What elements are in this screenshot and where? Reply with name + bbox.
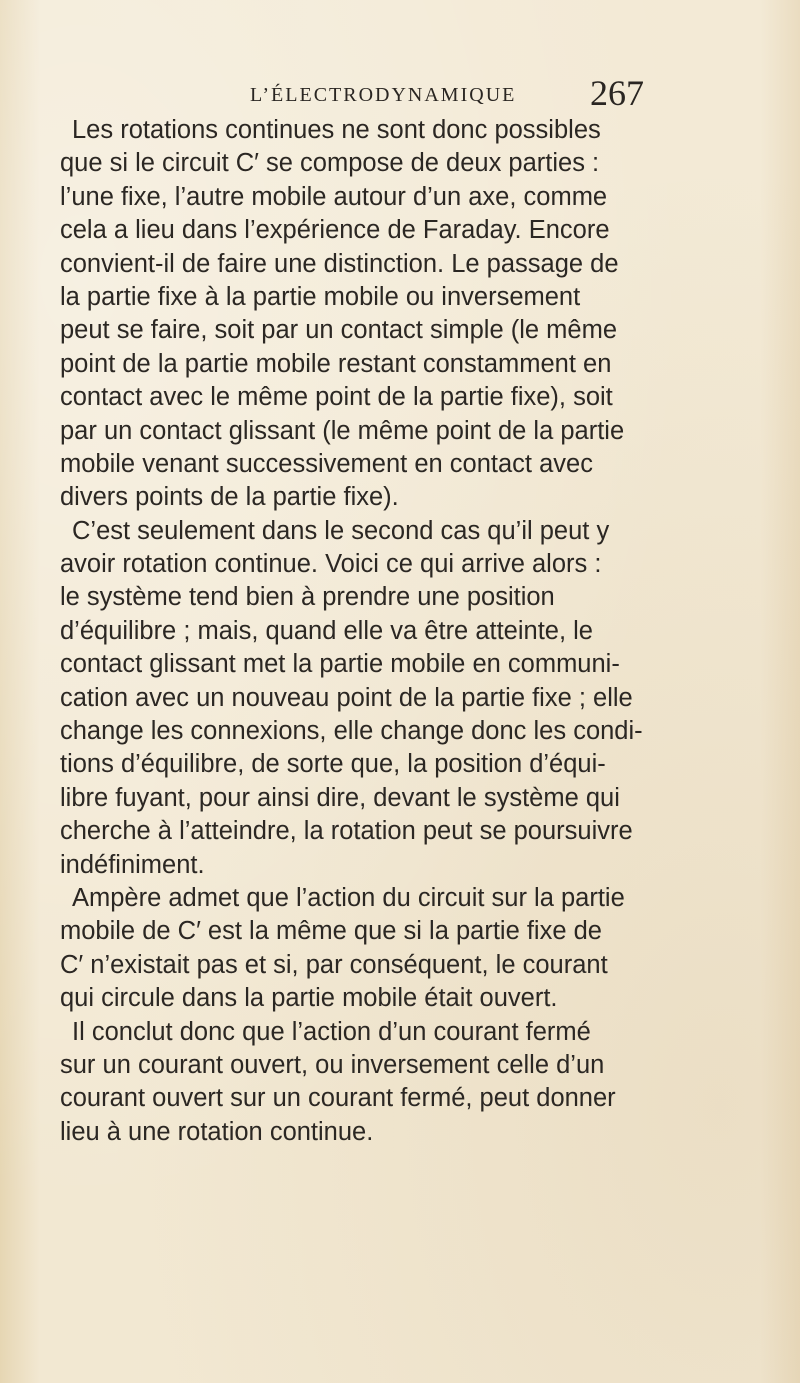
text-line: cela a lieu dans l’expérience de Faraday. Encore: [60, 216, 610, 245]
header-title: L’ÉLECTRODYNAMIQUE: [250, 84, 517, 106]
text-line: Il conclut donc que l’action d’un courant fermé: [72, 1017, 591, 1046]
text-line: mobile venant successivement en contact avec: [60, 449, 593, 478]
text-line: indéfiniment.: [60, 850, 205, 879]
text-line: change les connexions, elle change donc les condi-: [60, 717, 643, 746]
text-line: que si le circuit C′ se compose de deux parties :: [60, 149, 600, 178]
text-line: courant ouvert sur un courant fermé, peut donner: [60, 1084, 616, 1113]
text-line: l’une fixe, l’autre mobile autour d’un axe, comme: [60, 182, 608, 211]
text-line: sur un courant ouvert, ou inversement celle d’un: [60, 1050, 605, 1079]
text-line: C′ n’existait pas et si, par conséquent, le courant: [60, 950, 608, 979]
text-line: peut se faire, soit par un contact simple (le même: [60, 316, 618, 345]
text-line: cherche à l’atteindre, la rotation peut se poursuivre: [60, 817, 633, 846]
text-line: C’est seulement dans le second cas qu’il peut y: [72, 516, 610, 545]
text-line: avoir rotation continue. Voici ce qui arrive alors :: [60, 550, 602, 579]
text-line: Les rotations continues ne sont donc possibles: [72, 116, 601, 144]
text-line: contact avec le même point de la partie fixe), soit: [60, 383, 613, 412]
text-line: lieu à une rotation continue.: [60, 1117, 374, 1146]
text-line: mobile de C′ est la même que si la partie fixe de: [60, 917, 602, 946]
text-line: la partie fixe à la partie mobile ou inversement: [60, 282, 581, 311]
text-line: convient-il de faire une distinction. Le passage de: [60, 249, 619, 278]
page-number: 267: [590, 73, 644, 113]
text-line: divers points de la partie fixe).: [60, 483, 399, 512]
text-line: point de la partie mobile restant constamment en: [60, 349, 612, 378]
text-line: cation avec un nouveau point de la partie fixe ; elle: [60, 683, 633, 712]
text-line: le système tend bien à prendre une position: [60, 583, 555, 612]
text-line: d’équilibre ; mais, quand elle va être atteinte, le: [60, 616, 593, 645]
text-line: tions d’équilibre, de sorte que, la position d’équi-: [60, 750, 606, 779]
text-line: Ampère admet que l’action du circuit sur la partie: [72, 883, 625, 912]
text-line: qui circule dans la partie mobile était ouvert.: [60, 984, 558, 1013]
body-text: [60, 114, 750, 1149]
text-line: libre fuyant, pour ainsi dire, devant le système qui: [60, 783, 620, 812]
text-line: contact glissant met la partie mobile en communi-: [60, 650, 620, 679]
text-line: par un contact glissant (le même point de la partie: [60, 416, 625, 445]
